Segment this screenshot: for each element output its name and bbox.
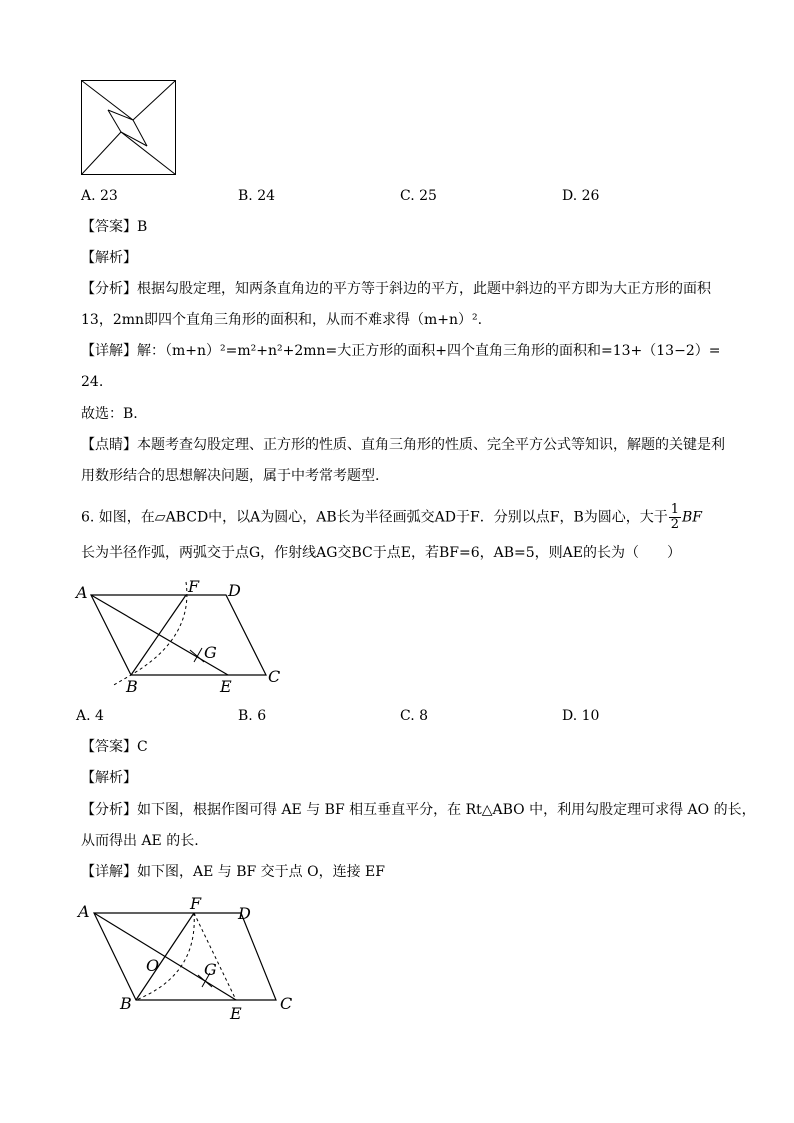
q5-analysis-tag: 【解析】 bbox=[81, 250, 137, 266]
q5-detail-line2: 24. bbox=[81, 374, 104, 390]
fraction-denominator: 2 bbox=[670, 517, 680, 532]
pinwheel-line bbox=[133, 81, 176, 121]
q6-stem-bf: BF bbox=[682, 509, 703, 526]
detail-text: 解：（m+n）²=m²+n²+2mn=大正方形的面积+四个直角三角形的面积和=13+（13−2）= bbox=[137, 343, 721, 359]
outer-square bbox=[82, 81, 176, 175]
detail-text: 如下图，AE 与 BF 交于点 O，连接 EF bbox=[137, 864, 385, 880]
q6-answer-line bbox=[81, 737, 148, 757]
q5-option-b: B. 24 bbox=[238, 188, 276, 204]
label-f: F bbox=[188, 577, 200, 596]
label-g: G bbox=[204, 643, 217, 662]
q6-fenxi-line2: 从而得出 AE 的长. bbox=[81, 833, 199, 849]
answer-value: C bbox=[137, 739, 148, 755]
answer-value: B bbox=[137, 219, 148, 235]
q5-fenxi-line2: 13，2mn即四个直角三角形的面积和，从而不难求得（m+n）². bbox=[81, 312, 483, 328]
label-b: B bbox=[120, 994, 132, 1013]
q5-option-d: D. 26 bbox=[562, 188, 600, 204]
fenxi-text: 根据勾股定理，知两条直角边的平方等于斜边的平方，此题中斜边的平方即为大正方形的面积 bbox=[137, 281, 711, 297]
dianjing-tag: 【点睛】 bbox=[81, 437, 137, 453]
fraction-numerator: 1 bbox=[670, 502, 680, 517]
label-d: D bbox=[228, 581, 241, 600]
pinwheel-line bbox=[121, 132, 176, 175]
pinwheel-line bbox=[108, 110, 133, 120]
q6-option-c: C. 8 bbox=[400, 708, 429, 724]
q6-option-d: D. 10 bbox=[562, 708, 600, 724]
dianjing-text: 本题考查勾股定理、正方形的性质、直角三角形的性质、完全平方公式等知识，解题的关键是利 bbox=[137, 437, 725, 453]
answer-tag: 【答案】 bbox=[81, 739, 137, 755]
label-f: F bbox=[190, 894, 202, 913]
fraction-half bbox=[669, 503, 681, 532]
label-e: E bbox=[230, 1004, 242, 1023]
q5-answer-line bbox=[81, 217, 147, 237]
fenxi-tag: 【分析】 bbox=[81, 802, 137, 818]
parallelogram-figure-1 bbox=[76, 577, 306, 696]
label-o: O bbox=[146, 956, 160, 975]
parallelogram-figure-2 bbox=[76, 895, 316, 1025]
label-g: G bbox=[204, 960, 217, 979]
q5-detail-line1 bbox=[81, 341, 720, 361]
q6-fenxi-line1 bbox=[81, 800, 756, 820]
q6-detail-line1 bbox=[81, 862, 385, 882]
label-d: D bbox=[238, 904, 251, 923]
label-c: C bbox=[280, 994, 293, 1013]
q5-option-a: A. 23 bbox=[81, 188, 118, 204]
detail-tag: 【详解】 bbox=[81, 864, 137, 880]
q6-option-a: A. 4 bbox=[76, 708, 104, 724]
fenxi-text: 如下图，根据作图可得 AE 与 BF 相互垂直平分，在 Rt△ABO 中，利用勾股定理可求得 AO 的长， bbox=[137, 802, 756, 818]
label-a: A bbox=[78, 902, 90, 921]
q5-fenxi-line1 bbox=[81, 279, 711, 299]
detail-tag: 【详解】 bbox=[81, 343, 137, 359]
label-a: A bbox=[76, 583, 88, 602]
pinwheel-line bbox=[82, 132, 122, 175]
q5-option-c: C. 25 bbox=[400, 188, 437, 204]
label-c: C bbox=[268, 667, 281, 686]
pinwheel-line bbox=[82, 81, 134, 121]
q6-analysis-tag: 【解析】 bbox=[81, 770, 137, 786]
label-e: E bbox=[220, 677, 232, 696]
arc-dashed bbox=[112, 582, 187, 686]
parallelogram bbox=[91, 595, 266, 675]
label-b: B bbox=[126, 677, 138, 696]
pinwheel-line bbox=[108, 110, 121, 132]
q5-dianjing-line2: 用数形结合的思想解决问题，属于中考常考题型. bbox=[81, 468, 380, 484]
q5-choose: 故选：B. bbox=[81, 406, 138, 422]
q5-dianjing-line1 bbox=[81, 435, 725, 455]
q6-option-b: B. 6 bbox=[238, 708, 267, 724]
q6-stem-line2: 长为半径作弧，两弧交于点G，作射线AG交BC于点E，若BF=6，AB=5，则AE的长为（ ） bbox=[81, 545, 681, 561]
fenxi-tag: 【分析】 bbox=[81, 281, 137, 297]
q6-stem-line1 bbox=[81, 503, 702, 532]
q6-stem-text: 6. 如图，在▱ABCD中，以A为圆心，AB长为半径画弧交AD于F．分别以点F，B为圆心，大于 bbox=[81, 509, 668, 526]
pinwheel-square-figure bbox=[81, 80, 181, 180]
answer-tag: 【答案】 bbox=[81, 219, 137, 235]
